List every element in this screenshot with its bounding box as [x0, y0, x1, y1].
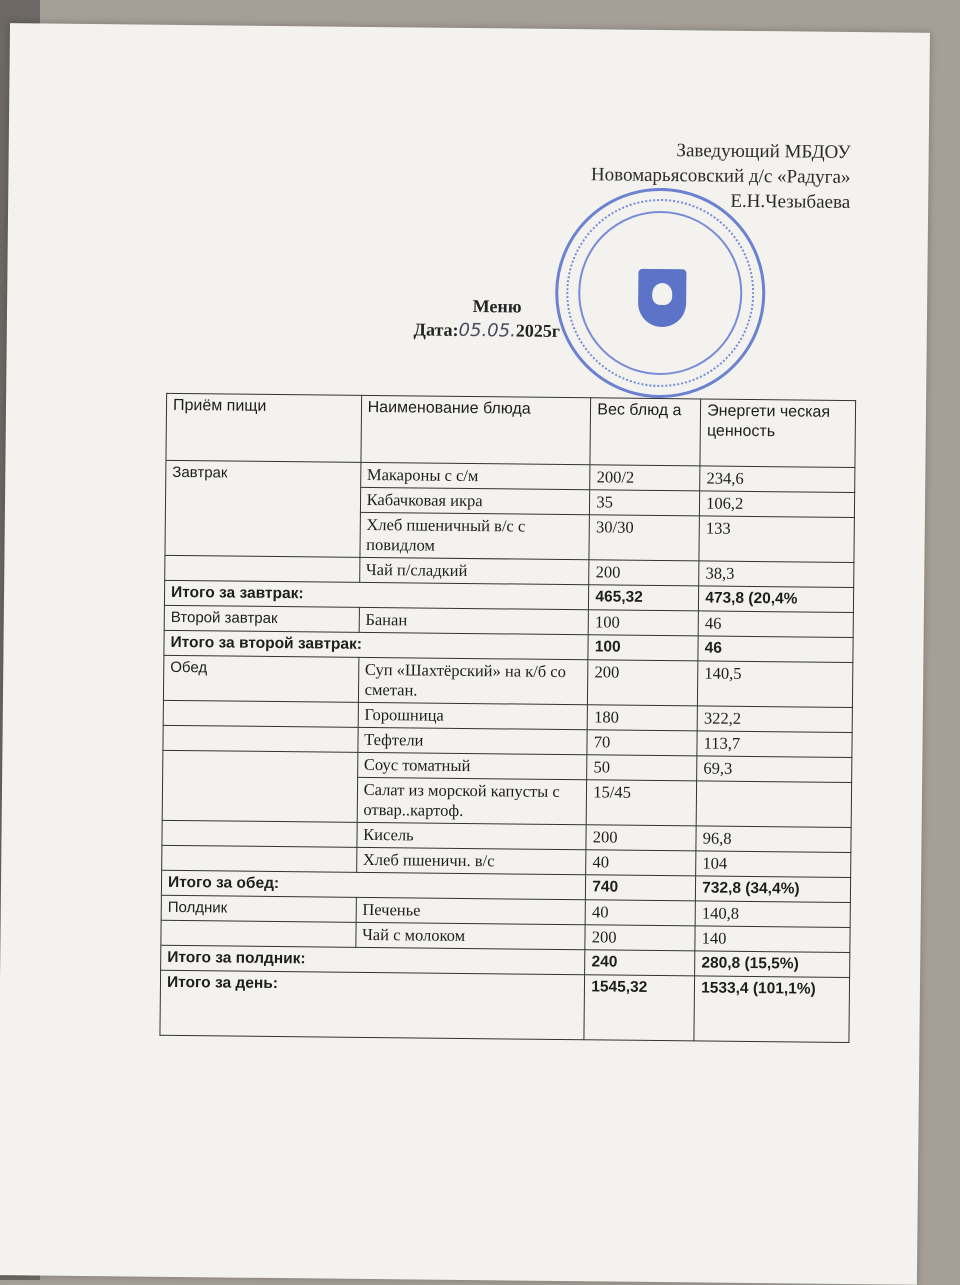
document-title: Меню — [472, 296, 522, 317]
total-energy: 473,8 (20,4% — [699, 586, 854, 613]
dish-weight: 200 — [586, 825, 696, 851]
total-weight: 740 — [586, 875, 696, 901]
dish-name: Макароны с с/м — [360, 462, 590, 489]
dish-name: Суп «Шахтёрский» на к/б со сметан. — [358, 657, 588, 704]
dish-weight: 200 — [588, 660, 698, 706]
dish-weight: 200 — [585, 925, 695, 951]
dish-weight: 40 — [586, 850, 696, 876]
empty-cell — [162, 845, 357, 872]
header-position: Заведующий МБДОУ — [676, 140, 851, 163]
empty-cell — [165, 555, 360, 582]
total-energy: 732,8 (34,4%) — [696, 876, 851, 903]
dish-energy: 322,2 — [697, 706, 852, 733]
dish-weight: 100 — [588, 610, 698, 636]
date-label: Дата: — [413, 319, 459, 340]
total-label: Итого за день: — [160, 970, 585, 1039]
dish-weight: 200/2 — [590, 465, 700, 491]
dish-energy: 140,5 — [698, 661, 853, 708]
empty-cell — [162, 820, 357, 847]
dish-name: Печенье — [356, 897, 586, 924]
header-signatory: Е.Н.Чезыбаева — [730, 190, 851, 213]
dish-energy: 234,6 — [700, 466, 855, 493]
total-weight: 1545,32 — [584, 975, 695, 1041]
dish-energy — [696, 781, 851, 828]
total-label: Итого за завтрак: — [164, 580, 589, 609]
dish-name: Горошница — [358, 702, 588, 729]
total-energy: 280,8 (15,5%) — [695, 951, 850, 978]
dish-energy: 133 — [699, 516, 854, 563]
meal-group-snack: Полдник — [161, 895, 356, 922]
column-header-dish: Наименование блюда — [361, 395, 591, 464]
dish-energy: 104 — [696, 851, 851, 878]
dish-energy: 113,7 — [697, 731, 852, 758]
dish-name: Чай п/сладкий — [359, 557, 589, 584]
dish-name: Тефтели — [358, 727, 588, 754]
dish-weight: 40 — [585, 900, 695, 926]
dish-name: Банан — [359, 607, 589, 634]
dish-name: Хлеб пшеничн. в/с — [356, 847, 586, 874]
dish-weight: 30/30 — [589, 515, 699, 561]
dish-weight: 180 — [587, 705, 697, 731]
column-header-energy: Энергети ческая ценность — [700, 399, 855, 468]
dish-weight: 50 — [587, 755, 697, 781]
meal-group-lunch: Обед — [163, 655, 358, 702]
dish-name: Соус томатный — [357, 752, 587, 779]
total-label: Итого за полдник: — [161, 945, 586, 974]
menu-table — [159, 393, 856, 1043]
dish-energy: 106,2 — [700, 491, 855, 518]
dish-energy: 69,3 — [697, 756, 852, 783]
dish-name: Кисель — [357, 822, 587, 849]
dish-weight: 35 — [590, 490, 700, 516]
table-row — [163, 655, 852, 707]
column-header-weight: Вес блюд а — [590, 398, 701, 466]
empty-cell — [163, 700, 358, 727]
dish-energy: 140 — [695, 926, 850, 953]
dish-energy: 38,3 — [699, 561, 854, 588]
official-seal — [554, 187, 766, 399]
empty-cell — [162, 750, 357, 822]
dish-weight: 70 — [587, 730, 697, 756]
menu-document — [0, 23, 930, 1285]
header-organization: Новомарьясовский д/с «Радуга» — [590, 164, 851, 188]
total-label: Итого за второй завтрак: — [164, 630, 589, 659]
date-year: 2025г — [515, 320, 561, 341]
total-label: Итого за обед: — [161, 870, 586, 899]
dish-weight: 200 — [589, 560, 699, 586]
dish-energy: 140,8 — [695, 901, 850, 928]
total-energy: 1533,4 (101,1%) — [694, 976, 849, 1043]
total-weight: 100 — [588, 635, 698, 661]
dish-name: Салат из морской капусты с отвар..картоф. — [357, 777, 587, 824]
table-header-row — [166, 393, 856, 467]
dish-weight: 15/45 — [586, 780, 696, 826]
dish-name: Чай с молоком — [356, 922, 586, 949]
dish-energy: 96,8 — [696, 826, 851, 853]
meal-group-second-breakfast: Второй завтрак — [164, 605, 359, 632]
empty-cell — [163, 725, 358, 752]
meal-group-breakfast: Завтрак — [165, 460, 361, 557]
dish-name: Хлеб пшеничный в/с с повидлом — [360, 512, 590, 559]
dish-name: Кабачковая икра — [360, 487, 590, 514]
column-header-meal: Приём пищи — [166, 393, 361, 462]
date-handwritten: 05.05. — [458, 319, 516, 342]
total-row-day — [160, 970, 850, 1042]
empty-cell — [161, 920, 356, 947]
total-weight: 240 — [585, 950, 695, 976]
total-energy: 46 — [698, 636, 853, 663]
total-weight: 465,32 — [589, 585, 699, 611]
dish-energy: 46 — [698, 611, 853, 638]
